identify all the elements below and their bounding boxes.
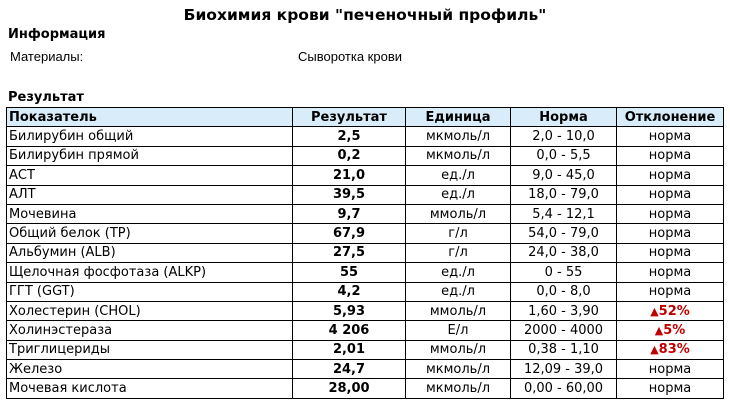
- table-header-row: [7, 108, 724, 127]
- page-title: Биохимия крови "печеночный профиль": [183, 6, 547, 24]
- deviation-value: норма: [617, 360, 724, 379]
- result-value: 55: [293, 263, 406, 282]
- triangle-up-icon: ▲: [650, 304, 659, 318]
- unit-value: ед./л: [406, 282, 511, 301]
- norm-range: 0,00 - 60,00: [511, 379, 617, 398]
- indicator-name: Билирубин прямой: [7, 146, 293, 165]
- table-row: [7, 263, 724, 282]
- result-value: 0,2: [293, 146, 406, 165]
- norm-range: 24,0 - 38,0: [511, 243, 617, 262]
- norm-range: 18,0 - 79,0: [511, 185, 617, 204]
- result-value: 9,7: [293, 204, 406, 223]
- unit-value: ед./л: [406, 263, 511, 282]
- indicator-name: Билирубин общий: [7, 127, 293, 146]
- deviation-percent: 83%: [658, 342, 690, 358]
- table-row: [7, 146, 724, 165]
- indicator-name: Общий белок (TP): [7, 224, 293, 243]
- norm-range: 54,0 - 79,0: [511, 224, 617, 243]
- indicator-name: Холинэстераза: [7, 321, 293, 340]
- results-heading: Результат: [8, 90, 84, 105]
- deviation-value: [617, 301, 724, 320]
- column-header-result: Результат: [293, 108, 406, 127]
- triangle-up-icon: ▲: [650, 343, 659, 357]
- materials-value: Сыворотка крови: [298, 49, 402, 64]
- unit-value: мкмоль/л: [406, 146, 511, 165]
- deviation-value: норма: [617, 127, 724, 146]
- deviation-value: норма: [617, 146, 724, 165]
- indicator-name: АЛТ: [7, 185, 293, 204]
- triangle-up-icon: ▲: [654, 323, 664, 337]
- result-value: 5,93: [293, 301, 406, 320]
- deviation-value: норма: [617, 243, 724, 262]
- results-table-body: [7, 127, 724, 398]
- table-row: [7, 166, 724, 185]
- unit-value: ммоль/л: [406, 204, 511, 223]
- unit-value: мкмоль/л: [406, 379, 511, 398]
- column-header-indicator: Показатель: [7, 108, 293, 127]
- deviation-value: [617, 340, 724, 359]
- result-value: 4 206: [293, 321, 406, 340]
- unit-value: ммоль/л: [406, 301, 511, 320]
- indicator-name: АСТ: [7, 166, 293, 185]
- deviation-percent: 52%: [658, 303, 690, 319]
- deviation-value: [617, 321, 724, 340]
- deviation-value: норма: [617, 379, 724, 398]
- result-value: 39,5: [293, 185, 406, 204]
- unit-value: ед./л: [406, 166, 511, 185]
- table-row: [7, 379, 724, 398]
- indicator-name: Альбумин (ALB): [7, 243, 293, 262]
- table-row: [7, 185, 724, 204]
- indicator-name: Железо: [7, 360, 293, 379]
- table-row: [7, 282, 724, 301]
- table-row: [7, 204, 724, 223]
- norm-range: 2000 - 4000: [511, 321, 617, 340]
- result-value: 28,00: [293, 379, 406, 398]
- column-header-norm: Норма: [511, 108, 617, 127]
- table-row: [7, 224, 724, 243]
- result-value: 27,5: [293, 243, 406, 262]
- norm-range: 5,4 - 12,1: [511, 204, 617, 223]
- table-row: [7, 243, 724, 262]
- indicator-name: Мочевая кислота: [7, 379, 293, 398]
- norm-range: 2,0 - 10,0: [511, 127, 617, 146]
- unit-value: г/л: [406, 224, 511, 243]
- result-value: 2,5: [293, 127, 406, 146]
- norm-range: 0 - 55: [511, 263, 617, 282]
- result-value: 2,01: [293, 340, 406, 359]
- column-header-unit: Единица: [406, 108, 511, 127]
- table-row: [7, 321, 724, 340]
- indicator-name: Триглицериды: [7, 340, 293, 359]
- norm-range: 1,60 - 3,90: [511, 301, 617, 320]
- table-row: [7, 360, 724, 379]
- deviation-value: норма: [617, 204, 724, 223]
- results-table: [6, 107, 724, 399]
- result-value: 4,2: [293, 282, 406, 301]
- unit-value: г/л: [406, 243, 511, 262]
- indicator-name: Щелочная фосфотаза (ALKP): [7, 263, 293, 282]
- deviation-value: норма: [617, 166, 724, 185]
- result-value: 24,7: [293, 360, 406, 379]
- table-row: [7, 340, 724, 359]
- deviation-value: норма: [617, 224, 724, 243]
- norm-range: 0,0 - 8,0: [511, 282, 617, 301]
- norm-range: 0,0 - 5,5: [511, 146, 617, 165]
- result-value: 67,9: [293, 224, 406, 243]
- unit-value: Е/л: [406, 321, 511, 340]
- deviation-value: норма: [617, 282, 724, 301]
- unit-value: мкмоль/л: [406, 360, 511, 379]
- norm-range: 12,09 - 39,0: [511, 360, 617, 379]
- result-value: 21,0: [293, 166, 406, 185]
- indicator-name: ГГТ (GGT): [7, 282, 293, 301]
- norm-range: 9,0 - 45,0: [511, 166, 617, 185]
- table-row: [7, 127, 724, 146]
- unit-value: мкмоль/л: [406, 127, 511, 146]
- unit-value: ммоль/л: [406, 340, 511, 359]
- deviation-value: норма: [617, 185, 724, 204]
- indicator-name: Холестерин (CHOL): [7, 301, 293, 320]
- norm-range: 0,38 - 1,10: [511, 340, 617, 359]
- deviation-percent: 5%: [663, 322, 686, 338]
- unit-value: ед./л: [406, 185, 511, 204]
- indicator-name: Мочевина: [7, 204, 293, 223]
- materials-label: Материалы:: [10, 49, 84, 64]
- info-heading: Информация: [8, 27, 106, 42]
- table-row: [7, 301, 724, 320]
- column-header-deviation: Отклонение: [617, 108, 724, 127]
- deviation-value: норма: [617, 263, 724, 282]
